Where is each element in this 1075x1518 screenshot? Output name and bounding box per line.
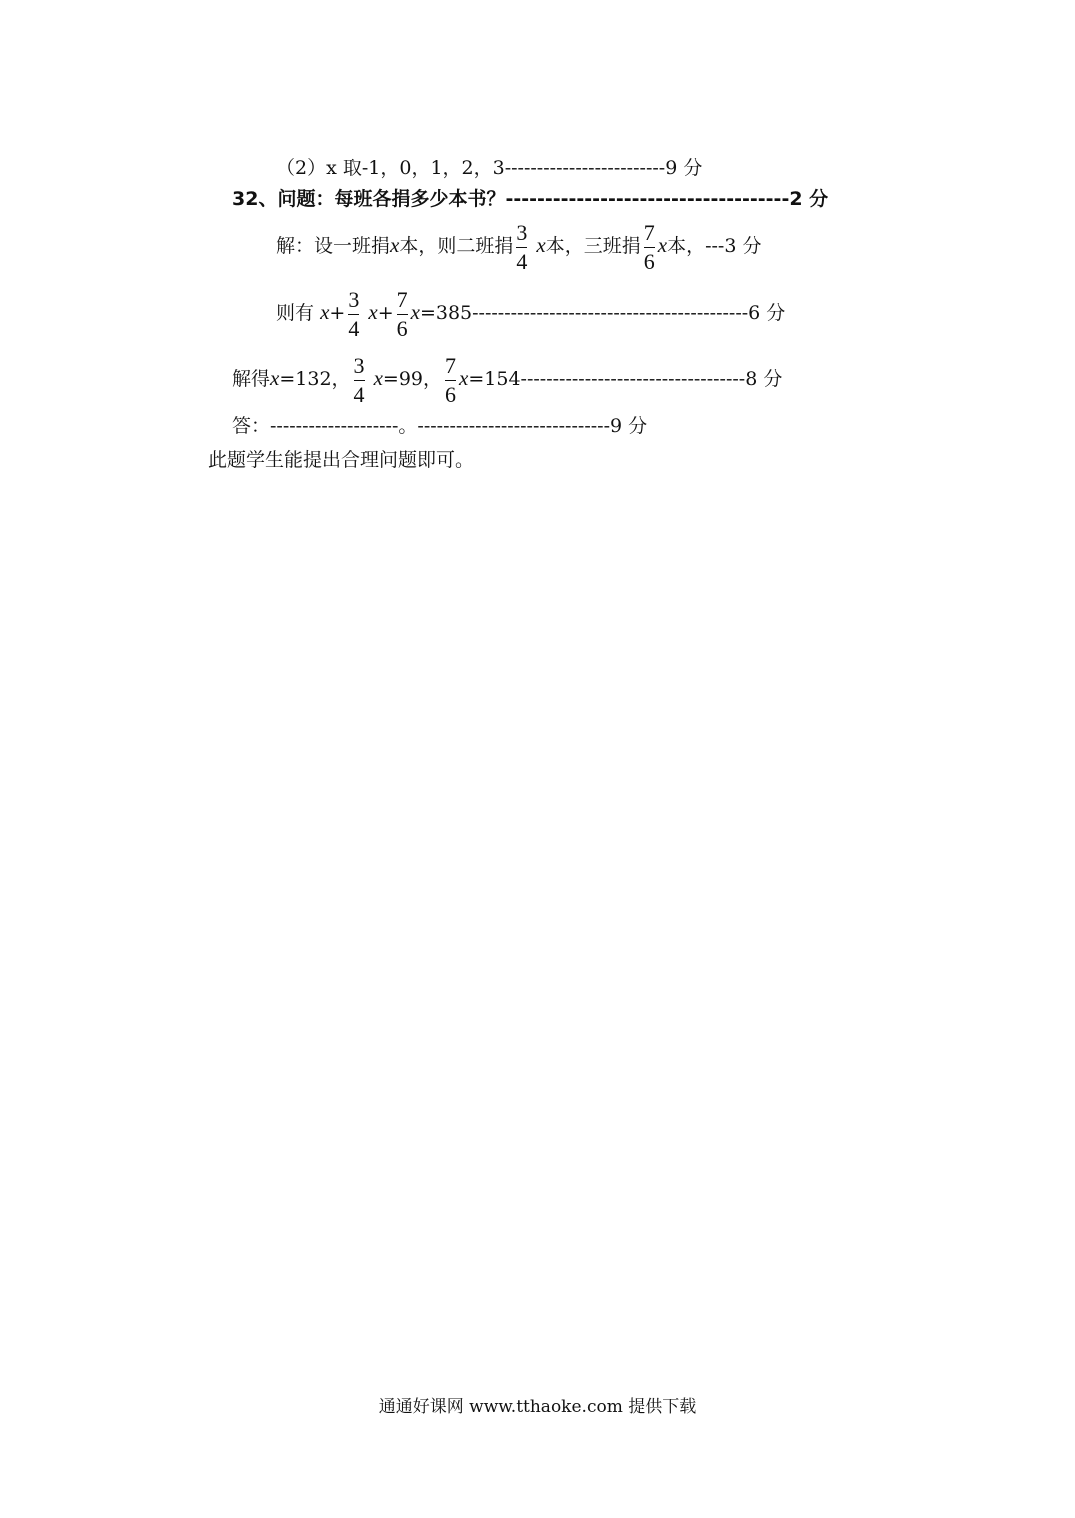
variable-x: x <box>373 366 383 390</box>
fraction-denominator: 4 <box>516 248 528 274</box>
variable-x: x <box>536 233 546 257</box>
grading-note <box>208 448 474 472</box>
line-text: 答：--------------------。------------------------------9 分 <box>232 415 648 437</box>
fraction-bar <box>397 314 408 315</box>
line-text: 32、问题：每班各捐多少本书？------------------------------------2 分 <box>232 188 829 210</box>
solution-result-line <box>232 348 782 409</box>
variable-x: x <box>657 233 668 257</box>
page-footer <box>0 1392 1075 1417</box>
text-part: =99， <box>382 368 443 390</box>
variable-x: x <box>390 233 400 257</box>
fraction-numerator: 7 <box>643 219 655 245</box>
fraction-7-6 <box>445 354 456 407</box>
variable-x: x <box>368 300 378 324</box>
fraction-7-6 <box>397 288 408 341</box>
text-part: 则有 <box>276 302 315 324</box>
text-part: 本，则二班捐 <box>399 235 514 257</box>
variable-x: x <box>320 300 330 324</box>
fraction-numerator: 7 <box>396 286 408 312</box>
line-text: （2）x 取-1，0，1，2，3-------------------------9 分 <box>276 157 703 179</box>
text-part: =154-----------------------------------8 分 <box>468 368 783 390</box>
fraction-denominator: 6 <box>445 381 457 407</box>
text-part: 解：设一班捐 <box>276 235 391 257</box>
text-part: 解得 <box>232 368 271 390</box>
fraction-numerator: 3 <box>348 286 360 312</box>
fraction-bar <box>516 247 527 248</box>
text-part: 本，三班捐 <box>545 235 641 257</box>
text-part: 本，---3 分 <box>667 235 762 257</box>
footer-text: 通通好课网 www.tthaoke.com 提供下载 <box>378 1397 697 1417</box>
answer-line-2 <box>276 156 702 180</box>
fraction-denominator: 4 <box>348 315 360 341</box>
fraction-3-4 <box>348 288 359 341</box>
line-text: 此题学生能提出合理问题即可。 <box>208 449 475 471</box>
plus-sign: + <box>329 302 346 324</box>
fraction-bar <box>354 380 365 381</box>
variable-x: x <box>410 300 420 324</box>
solution-setup-line <box>276 215 761 276</box>
fraction-3-4 <box>516 221 527 274</box>
fraction-bar <box>644 247 655 248</box>
question-32-heading <box>232 187 828 211</box>
equation-line <box>276 282 785 343</box>
variable-x: x <box>270 366 280 390</box>
fraction-bar <box>348 314 359 315</box>
fraction-numerator: 3 <box>516 219 528 245</box>
answer-line <box>232 414 647 438</box>
plus-sign: + <box>377 302 394 324</box>
fraction-bar <box>445 380 456 381</box>
fraction-numerator: 3 <box>353 352 365 378</box>
text-part: =132， <box>279 368 351 390</box>
fraction-7-6 <box>644 221 655 274</box>
fraction-denominator: 4 <box>353 381 365 407</box>
variable-x: x <box>459 366 469 390</box>
fraction-denominator: 6 <box>396 315 408 341</box>
text-part: =385-------------------------------------------6 分 <box>419 302 786 324</box>
fraction-numerator: 7 <box>445 352 457 378</box>
fraction-denominator: 6 <box>643 248 655 274</box>
fraction-3-4 <box>354 354 365 407</box>
